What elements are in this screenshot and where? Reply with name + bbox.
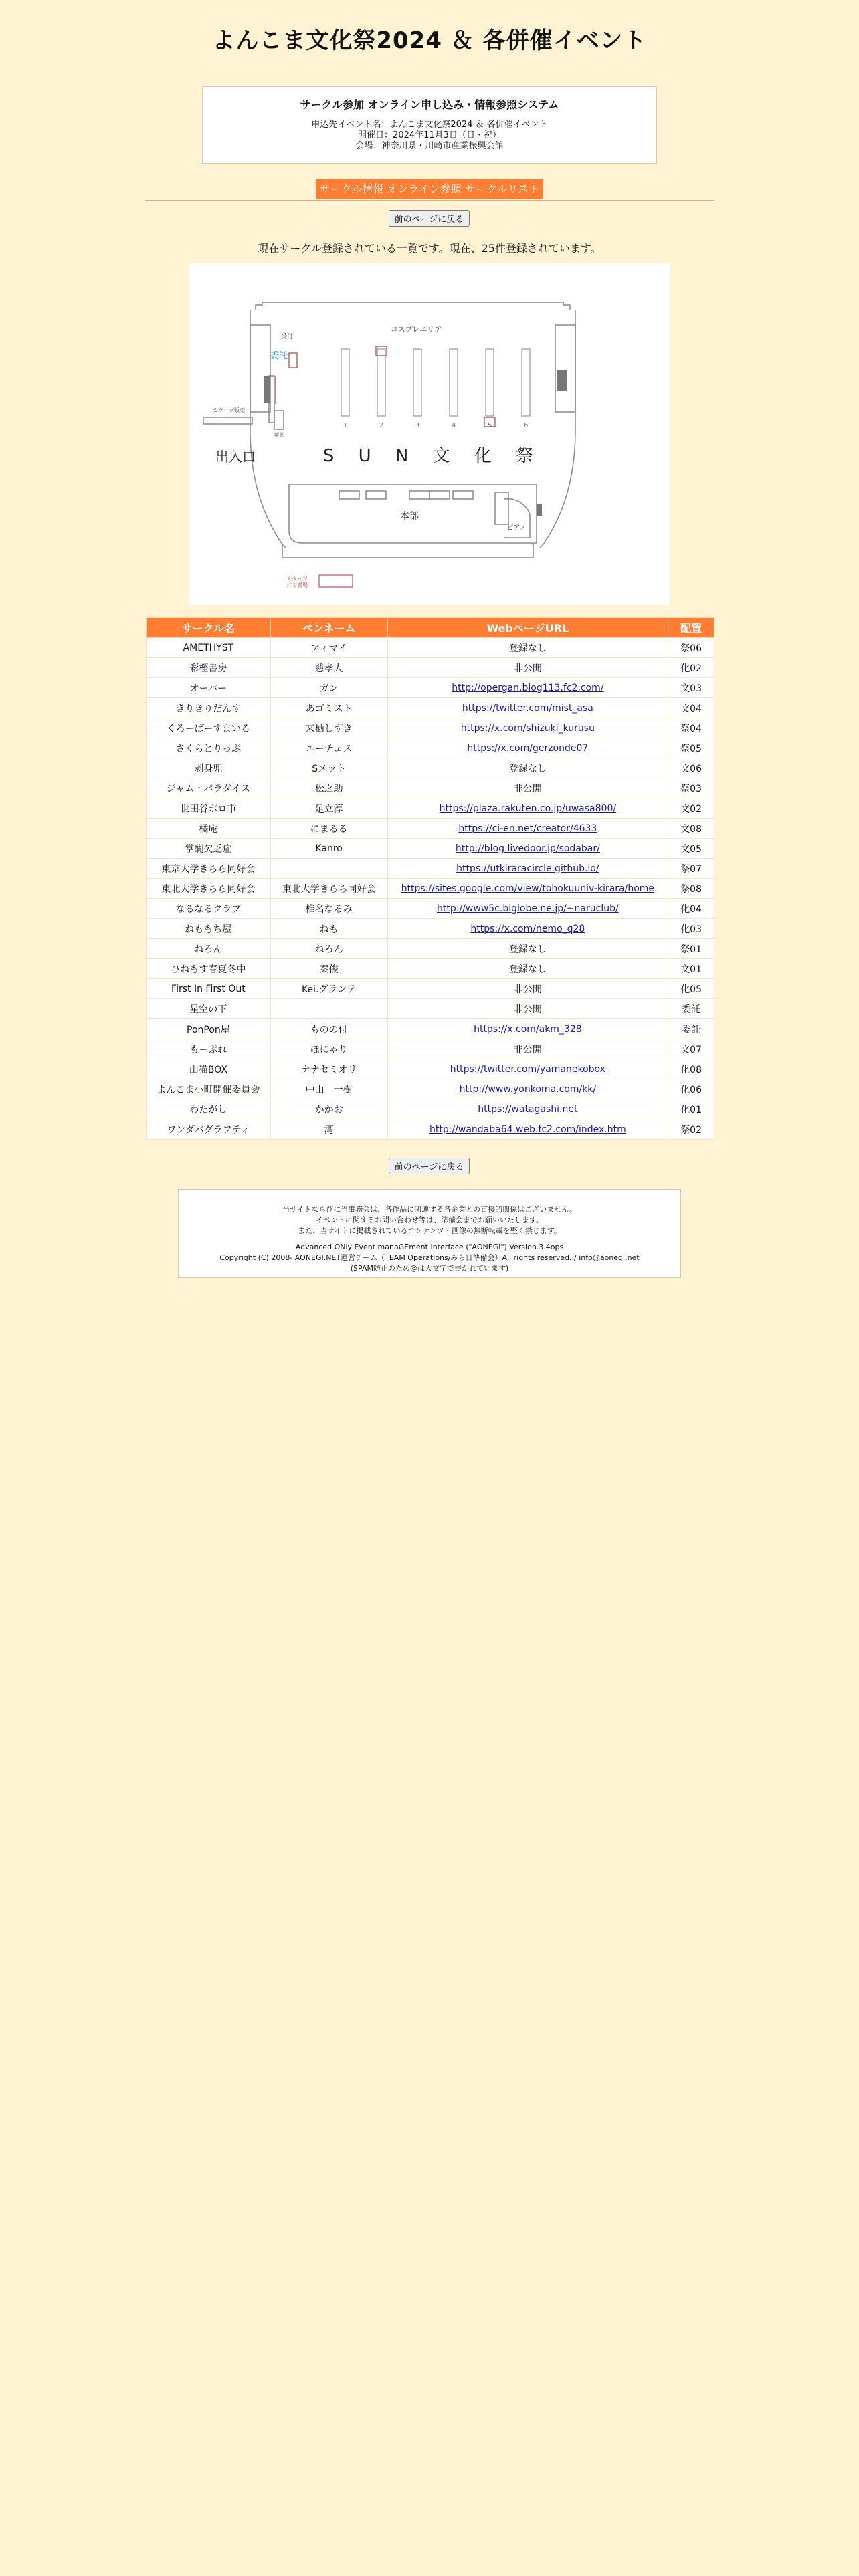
pen-name-cell: かかお (270, 1099, 387, 1119)
position-cell: 化02 (668, 658, 714, 678)
table-row (147, 658, 714, 678)
circle-name-cell: ワンダバグラフティ (147, 1119, 271, 1140)
table-row (147, 959, 714, 979)
position-cell: 文07 (668, 1039, 714, 1059)
pen-name-cell: Sメット (270, 758, 387, 778)
map-staff-label: スタッフ (286, 576, 308, 582)
url-cell (387, 798, 668, 819)
table-row (147, 798, 714, 819)
pen-name-cell: 足立淳 (270, 798, 387, 819)
url-cell (387, 738, 668, 758)
circle-name-cell: ジャム・パラダイス (147, 778, 271, 798)
circle-name-cell: くろーばーすまいる (147, 718, 271, 738)
circle-rows (147, 638, 714, 1140)
table-row (147, 698, 714, 718)
url-cell (387, 919, 668, 939)
map-exit-label: 出入口 (215, 449, 256, 465)
map-rest-label: 喫茶 (274, 432, 284, 438)
url-cell: 登録なし (387, 939, 668, 959)
url-cell (387, 678, 668, 698)
website-link[interactable]: https://twitter.com/mist_asa (462, 702, 593, 714)
page-title: よんこま文化祭2024 ＆ 各併催イベント (212, 27, 647, 54)
position-cell: 祭08 (668, 879, 714, 899)
circle-name-cell: 東京大学きらら同好会 (147, 859, 271, 879)
svg-text:2: 2 (379, 422, 384, 429)
website-link[interactable]: https://watagashi.net (478, 1103, 578, 1115)
website-link[interactable]: http://opergan.blog113.fc2.com/ (452, 682, 604, 693)
table-row (147, 1039, 714, 1059)
position-cell: 祭04 (668, 718, 714, 738)
website-link[interactable]: https://x.com/akm_328 (474, 1023, 582, 1035)
map-consign-label: 委託 (270, 351, 288, 361)
event-name-line: 申込先イベント名：よんこま文化祭2024 ＆ 各併催イベント (311, 120, 548, 130)
circle-name-cell: 剥身兜 (147, 758, 271, 778)
event-date-line: 開催日：2024年11月3日（日・祝） (358, 130, 501, 140)
column-header-position: 配置 (668, 618, 714, 638)
position-cell: 文04 (668, 698, 714, 718)
url-cell (387, 899, 668, 919)
position-cell: 委託 (668, 1019, 714, 1039)
svg-text:6: 6 (523, 422, 529, 429)
pen-name-cell: 東北大学きらら同好会 (270, 879, 387, 899)
column-header-url: WebページURL (387, 618, 668, 638)
svg-text:4: 4 (451, 422, 456, 429)
footer-line-2: イベントに関するお問い合わせ等は、準備会までお願いいたします。 (315, 1216, 544, 1224)
pen-name-cell: Kanro (270, 839, 387, 859)
pen-name-cell: ほにゃり (270, 1039, 387, 1059)
circle-name-cell: オーバー (147, 678, 271, 698)
table-row (147, 1099, 714, 1119)
url-cell (387, 859, 668, 879)
circle-name-cell: よんこま小町開催委員会 (147, 1079, 271, 1099)
circle-name-cell: もーぷれ (147, 1039, 271, 1059)
svg-text:1: 1 (343, 422, 348, 429)
position-cell: 化01 (668, 1099, 714, 1119)
pen-name-cell: にまるる (270, 819, 387, 839)
map-catalog-label: カタログ販売 (213, 407, 245, 413)
website-link[interactable]: https://x.com/shizuki_kurusu (460, 722, 595, 734)
pen-name-cell: エーチェス (270, 738, 387, 758)
back-button-top[interactable]: 前のページに戻る (389, 210, 470, 227)
position-cell: 文02 (668, 798, 714, 819)
position-cell: 祭05 (668, 738, 714, 758)
back-button-bottom[interactable]: 前のページに戻る (389, 1158, 470, 1174)
circle-name-cell: 橘庵 (147, 819, 271, 839)
pen-name-cell: Kei.グランテ (270, 979, 387, 999)
table-row (147, 778, 714, 798)
pen-name-cell: 松之助 (270, 778, 387, 798)
circle-name-cell: AMETHYST (147, 638, 271, 658)
url-cell: 登録なし (387, 638, 668, 658)
circle-name-cell: 山猫BOX (147, 1059, 271, 1079)
circle-name-cell: 星空の下 (147, 999, 271, 1019)
table-row (147, 839, 714, 859)
table-row (147, 919, 714, 939)
table-row (147, 718, 714, 738)
system-name: サークル参加 オンライン申し込み・情報参照システム (300, 98, 559, 111)
table-row (147, 999, 714, 1019)
table-row (147, 899, 714, 919)
column-header-penname: ペンネーム (270, 618, 387, 638)
position-cell: 祭07 (668, 859, 714, 879)
url-cell: 登録なし (387, 959, 668, 979)
table-row (147, 819, 714, 839)
url-cell (387, 698, 668, 718)
pen-name-cell: ねろん (270, 939, 387, 959)
url-cell (387, 1079, 668, 1099)
url-cell: 非公開 (387, 1039, 668, 1059)
footer-line-3: また、当サイトに掲載されているコンテンツ・画像の無断転載を堅く禁じます。 (298, 1226, 561, 1235)
website-link[interactable]: http://www.yonkoma.com/kk/ (459, 1083, 597, 1095)
pen-name-cell (270, 999, 387, 1019)
svg-text:3: 3 (415, 422, 420, 429)
position-cell: 文05 (668, 839, 714, 859)
map-block-piano-side (537, 504, 542, 516)
url-cell (387, 1099, 668, 1119)
circle-name-cell: さくらとりっぷ (147, 738, 271, 758)
pen-name-cell: ものの付 (270, 1019, 387, 1039)
position-cell: 祭01 (668, 939, 714, 959)
position-cell: 化04 (668, 899, 714, 919)
map-piano-label: ピアノ (506, 524, 527, 532)
circle-name-cell: ねももち屋 (147, 919, 271, 939)
section-label: サークル情報 オンライン参照 サークルリスト (316, 179, 543, 199)
website-link[interactable]: https://x.com/nemo_q28 (470, 923, 585, 934)
position-cell: 化05 (668, 979, 714, 999)
table-row (147, 638, 714, 658)
position-cell: 文08 (668, 819, 714, 839)
website-link[interactable]: http://blog.livedoor.jp/sodabar/ (455, 843, 600, 854)
position-cell: 祭03 (668, 778, 714, 798)
position-cell: 文03 (668, 678, 714, 698)
website-link[interactable]: https://utkiraracircle.github.io/ (456, 863, 599, 874)
table-row (147, 678, 714, 698)
floor-map (189, 263, 670, 605)
url-cell: 非公開 (387, 979, 668, 999)
position-cell: 化08 (668, 1059, 714, 1079)
url-cell: 非公開 (387, 658, 668, 678)
table-row (147, 1079, 714, 1099)
position-cell: 文01 (668, 959, 714, 979)
event-info-box (202, 86, 657, 164)
map-trash-label: ゴミ置場 (286, 582, 308, 588)
map-block-left (264, 376, 270, 403)
pen-name-cell: アィマイ (270, 638, 387, 658)
circle-name-cell: きりきりだんす (147, 698, 271, 718)
pen-name-cell: 来栖しずき (270, 718, 387, 738)
svg-text:5: 5 (487, 422, 492, 429)
circle-list-table (146, 617, 714, 1140)
pen-name-cell (270, 859, 387, 879)
url-cell (387, 839, 668, 859)
table-row (147, 879, 714, 899)
table-row (147, 758, 714, 778)
pen-name-cell: 湾 (270, 1119, 387, 1140)
table-header-row (147, 618, 714, 638)
website-link[interactable]: http://wandaba64.web.fc2.com/index.htm (430, 1123, 626, 1135)
table-row (147, 1059, 714, 1079)
website-link[interactable]: https://twitter.com/yamanekobox (450, 1063, 605, 1075)
table-row (147, 859, 714, 879)
pen-name-cell: 慈孝人 (270, 658, 387, 678)
pen-name-cell: ガン (270, 678, 387, 698)
footer-line-1: 当サイトならびに当事務会は、各作品に関連する各企業との直接的関係はございません。 (282, 1205, 577, 1214)
pen-name-cell: 椎名なるみ (270, 899, 387, 919)
url-cell (387, 819, 668, 839)
circle-name-cell: 掌醐欠乏症 (147, 839, 271, 859)
pen-name-cell: 中山 一樹 (270, 1079, 387, 1099)
circle-name-cell: First In First Out (147, 979, 271, 999)
pen-name-cell: あゴミスト (270, 698, 387, 718)
footer-line-4: Advanced ONly Event manaGEment Interface ("AONEGI") Version.3.4ops (295, 1243, 564, 1251)
position-cell: 化06 (668, 1079, 714, 1099)
circle-name-cell: PonPon屋 (147, 1019, 271, 1039)
table-row (147, 1119, 714, 1140)
map-hall-name: S U N 文 化 祭 (322, 446, 543, 466)
position-cell: 化03 (668, 919, 714, 939)
map-block-right (557, 370, 567, 391)
footer-spam-note: (SPAM防止のため@は大文字で書かれています) (350, 1264, 509, 1273)
table-row (147, 738, 714, 758)
table-row (147, 939, 714, 959)
circle-name-cell: ねろん (147, 939, 271, 959)
url-cell: 非公開 (387, 999, 668, 1019)
section-header (145, 179, 714, 201)
map-cosplay-label: コスプレエリア (390, 325, 442, 334)
url-cell (387, 1059, 668, 1079)
position-cell: 祭02 (668, 1119, 714, 1140)
circle-name-cell: 世田谷ポロ市 (147, 798, 271, 819)
footer-copyright: Copyright (C) 2008- AONEGI.NET運営チーム（TEAM Operations/みら日準備会）All rights reserved. / info@aonegi.net (219, 1253, 640, 1262)
circle-name-cell: ひねもす春夏冬中 (147, 959, 271, 979)
url-cell (387, 879, 668, 899)
pen-name-cell: 秦俊 (270, 959, 387, 979)
url-cell (387, 1119, 668, 1140)
url-cell: 非公開 (387, 778, 668, 798)
pen-name-cell: ナナセミオリ (270, 1059, 387, 1079)
pen-name-cell: ねも (270, 919, 387, 939)
footer (178, 1189, 681, 1278)
circle-name-cell: なるなるクラブ (147, 899, 271, 919)
circle-name-cell: わたがし (147, 1099, 271, 1119)
url-cell (387, 1019, 668, 1039)
circle-name-cell: 彩樫書房 (147, 658, 271, 678)
position-cell: 文06 (668, 758, 714, 778)
registration-count-text: 現在サークル登録されている一覧です。現在、25件登録されています。 (258, 242, 601, 255)
column-header-circle: サークル名 (147, 618, 271, 638)
map-stage-label: 本部 (400, 511, 419, 522)
website-link[interactable]: https://ci-en.net/creator/4633 (458, 823, 597, 834)
table-row (147, 979, 714, 999)
website-link[interactable]: https://x.com/gerzonde07 (467, 742, 589, 754)
circle-name-cell: 東北大学きらら同好会 (147, 879, 271, 899)
position-cell: 祭06 (668, 638, 714, 658)
website-link[interactable]: https://plaza.rakuten.co.jp/uwasa800/ (439, 802, 617, 814)
event-venue-line: 会場：神奈川県・川崎市産業振興会館 (355, 141, 504, 151)
position-cell: 委託 (668, 999, 714, 1019)
website-link[interactable]: http://www5c.biglobe.ne.jp/~naruclub/ (437, 903, 619, 914)
website-link[interactable]: https://sites.google.com/view/tohokuuniv-kirara/home (401, 883, 655, 894)
map-reception-label: 受付 (280, 334, 294, 340)
url-cell: 登録なし (387, 758, 668, 778)
table-row (147, 1019, 714, 1039)
url-cell (387, 718, 668, 738)
